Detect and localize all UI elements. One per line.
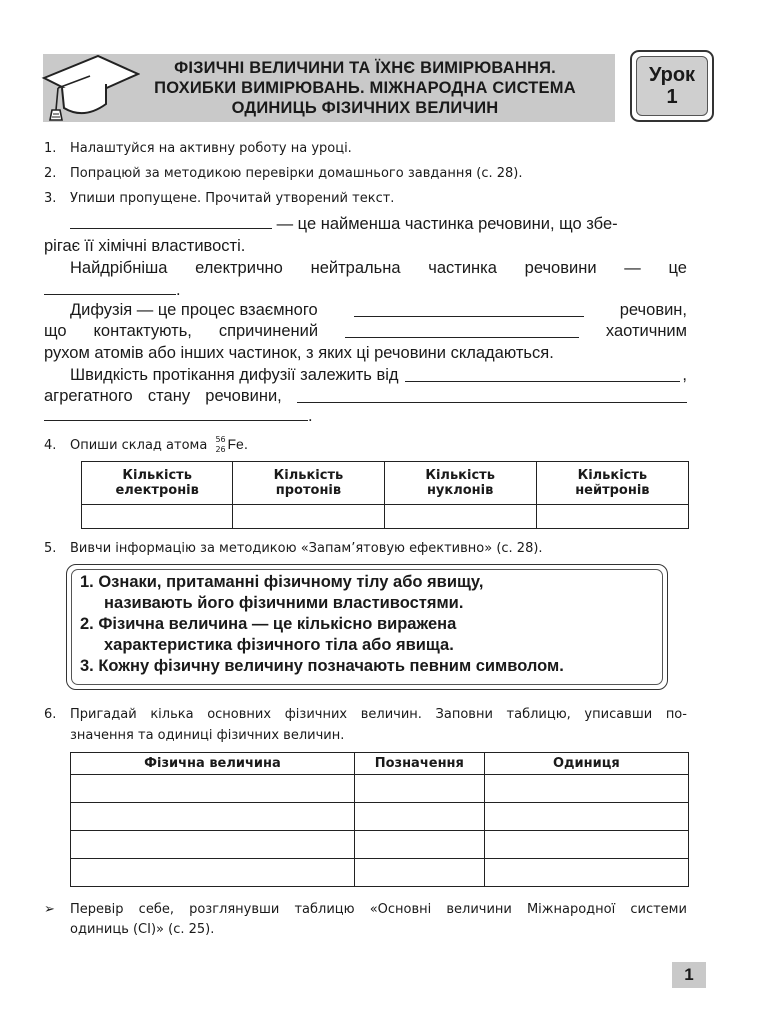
answer-cell[interactable] <box>71 859 355 887</box>
answer-cell[interactable] <box>484 775 688 803</box>
answer-cell[interactable] <box>484 803 688 831</box>
fill-line-10: . <box>44 405 313 427</box>
table-row <box>71 803 689 831</box>
fill-line-6: що контактують, спричинений хаотичним <box>44 322 687 340</box>
task-text: Упиши пропущене. Прочитай утворений текст. <box>70 191 395 206</box>
arrow-bullet-icon: ➢ <box>44 902 55 917</box>
answer-cell[interactable] <box>354 803 484 831</box>
answer-cell[interactable] <box>82 505 233 529</box>
check-text: Перевір себе, розглянувши таблицю «Основні величини Міжнародної системи <box>70 902 687 917</box>
answer-cell[interactable] <box>354 859 484 887</box>
answer-cell[interactable] <box>484 859 688 887</box>
page-number: 1 <box>672 962 706 988</box>
fill-line-7: рухом атомів або інших частинок, з яких ці речовини складаються. <box>44 344 554 362</box>
table-row <box>71 859 689 887</box>
answer-blank[interactable] <box>44 405 308 421</box>
physical-quantities-table <box>70 752 689 887</box>
task-number: 5. <box>44 541 57 556</box>
task-text: Вивчи інформацію за методикою «Запам’ятовую ефективно» (с. 28). <box>70 541 543 556</box>
isotope-notation: 56 26 <box>215 435 226 454</box>
fill-line-5: Дифузія — це процес взаємного речовин, <box>70 301 687 319</box>
table-row <box>71 775 689 803</box>
task-text: Опиши склад атома <box>70 438 208 453</box>
answer-cell[interactable] <box>384 505 536 529</box>
answer-cell[interactable] <box>71 831 355 859</box>
answer-cell[interactable] <box>233 505 384 529</box>
fill-line-3: Найдрібніша електрично нейтральна частинка речовини — це <box>70 259 687 277</box>
lesson-number: 1 <box>666 86 678 108</box>
fill-line-1: — це найменша частинка речовини, що збе- <box>70 213 687 235</box>
answer-blank[interactable] <box>297 387 687 403</box>
task-number: 6. <box>44 707 57 722</box>
table-header-row <box>82 462 689 505</box>
task-number: 1. <box>44 141 57 156</box>
check-yourself: ➢ Перевір себе, розглянувши таблицю «Основні величини Міжнародної системи одиниць (СІ)» (с. 25). <box>44 902 687 937</box>
task-number: 3. <box>44 191 57 206</box>
task-number: 2. <box>44 166 57 181</box>
task-2 <box>44 165 523 182</box>
fill-line-8: Швидкість протікання дифузії залежить від , <box>70 366 687 384</box>
table-header-row <box>71 753 689 775</box>
answer-blank[interactable] <box>354 301 584 317</box>
fill-line-9: агрегатного стану речовини, <box>44 385 687 407</box>
answer-cell[interactable] <box>71 775 355 803</box>
page-title: ФІЗИЧНІ ВЕЛИЧИНИ ТА ЇХНЄ ВИМІРЮВАННЯ. ПОХИБКИ ВИМІРЮВАНЬ. МІЖНАРОДНА СИСТЕМА ОДИНИЦЬ ФІЗИЧНИХ ВЕЛИЧИН <box>154 59 576 117</box>
table-row <box>82 505 689 529</box>
column-header: Кількість електронів <box>82 462 233 505</box>
task-text: Налаштуйся на активну роботу на уроці. <box>70 141 352 156</box>
task-text: Попрацюй за методикою перевірки домашнього завдання (с. 28). <box>70 166 523 181</box>
lesson-badge <box>630 50 714 122</box>
task-number: 4. <box>44 438 57 453</box>
answer-blank[interactable] <box>345 322 579 338</box>
answer-blank[interactable] <box>405 366 681 382</box>
task-5 <box>44 540 543 557</box>
column-header: Одиниця <box>484 753 688 775</box>
task-text: Пригадай кілька основних фізичних величин. Заповни таблицю, уписавши по- <box>70 707 687 722</box>
fill-line-4: . <box>44 279 181 301</box>
answer-blank[interactable] <box>44 279 176 295</box>
column-header: Кількість нуклонів <box>384 462 536 505</box>
task-4: 4. Опиши склад атома 56 26 Fe. <box>44 435 248 454</box>
task-1 <box>44 140 352 157</box>
answer-cell[interactable] <box>354 831 484 859</box>
answer-cell[interactable] <box>484 831 688 859</box>
task-3 <box>44 190 394 207</box>
column-header: Позначення <box>354 753 484 775</box>
answer-blank[interactable] <box>70 213 272 229</box>
fill-line-2: рігає її хімічні властивості. <box>44 237 246 255</box>
answer-cell[interactable] <box>536 505 688 529</box>
column-header: Кількість нейтронів <box>536 462 688 505</box>
column-header: Кількість протонів <box>233 462 384 505</box>
answer-cell[interactable] <box>71 803 355 831</box>
column-header: Фізична величина <box>71 753 355 775</box>
task-6: 6. Пригадай кілька основних фізичних величин. Заповни таблицю, уписавши по- значення та одиниці фізичних величин. <box>44 707 687 743</box>
table-row <box>71 831 689 859</box>
answer-cell[interactable] <box>354 775 484 803</box>
atom-composition-table <box>81 461 689 529</box>
lesson-label: Урок <box>648 64 696 86</box>
info-box-text: 1. Ознаки, притаманні фізичному тілу або явищу, називають його фізичними властивостями. 2. Фізична величина — це кількісно виражена характеристика фізичного тіла або явища. 3. Кожну фізичну величину позначають певним символом. <box>80 573 564 675</box>
